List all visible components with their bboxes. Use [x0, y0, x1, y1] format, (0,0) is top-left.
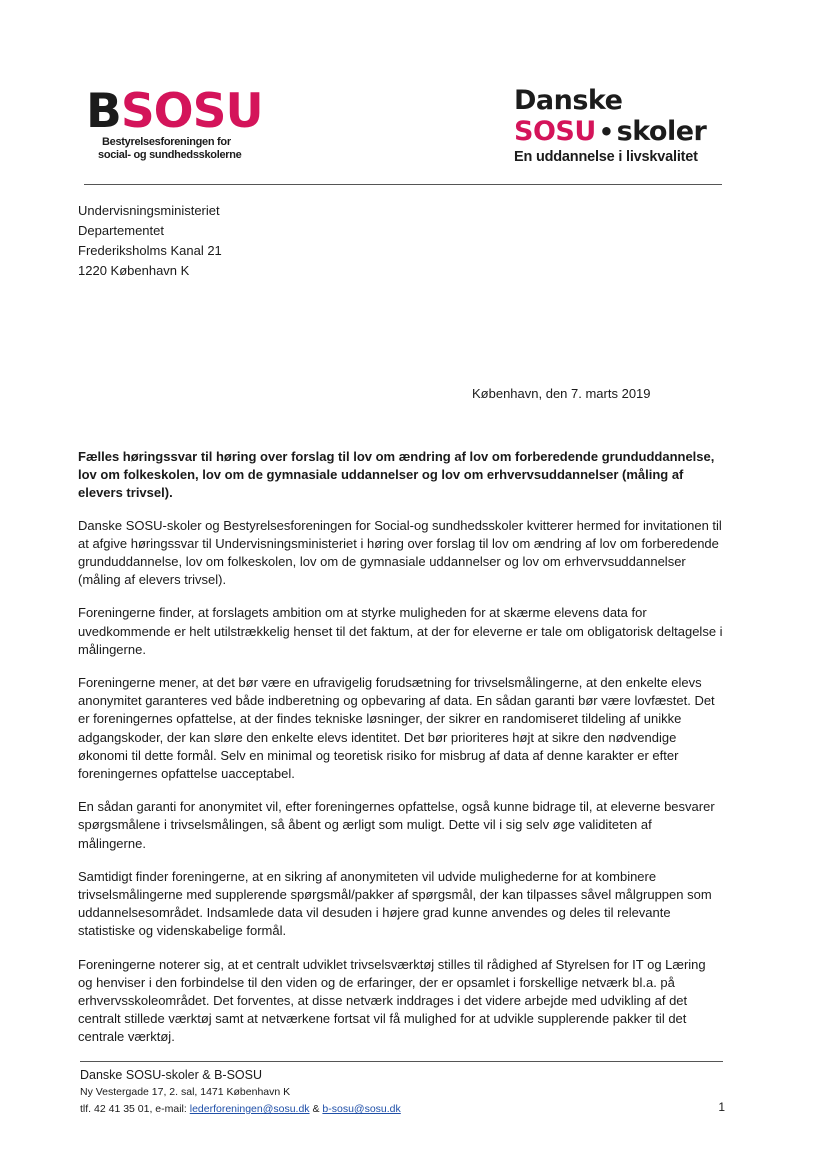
footer-amp: &: [309, 1103, 323, 1115]
email-link-b-sosu[interactable]: b-sosu@sosu.dk: [322, 1103, 401, 1115]
email-link-lederforeningen[interactable]: lederforeningen@sosu.dk: [189, 1103, 310, 1115]
bsosu-wordmark: [86, 84, 263, 139]
bsosu-wordmark-sosu: SOSU: [120, 84, 263, 139]
paragraph: Foreningerne mener, at det bør være en ufravigelig forudsætning for trivselsmålingerne, at den enkelte elevs anonymitet garanteres ved både indberetning og opbevaring af data. En sådan garanti bør være lovfæstet. Det er foreningernes opfattelse, at der findes tekniske løsninger, der sikrer en randomiseret tildeling af unikke adgangskoder, der kan sløre den enkelte elevs identitet. Det bør prioriteres højt at sikre den nødvendige økonomi til dette formål. Selv en minimal og teoretisk risiko for misbrug af data af denne karakter er efter foreningernes opfattelse uacceptabel.: [78, 675, 715, 782]
logo-dot: •: [598, 118, 614, 146]
recipient-line: Frederiksholms Kanal 21: [78, 243, 222, 258]
paragraph: Foreningerne finder, at forslagets ambition om at styrke muligheden for at skærme elevens data for uvedkommende er helt utilstrækkelig henset til det faktum, at der for eleverne er tale om obligatorisk deltagelse i målingerne.: [78, 605, 723, 657]
paragraph: Foreningerne noterer sig, at et centralt udviklet trivselsværktøj stilles til rådighed af Styrelsen for IT og Læring og henviser i den forbindelse til den viden og de erfaringer, der er opsamlet i forskellige netværk bl.a. på erhvervsskoleområdet. Det forventes, at disse netværk inddrages i det videre arbejde med udvikling af det centralt stillede værktøj samt at netværkene fortsat vil få mulighed for at udvikle supplerende pakker til det centrale værktøj.: [78, 956, 706, 1045]
logo-skoler: skoler: [616, 116, 707, 147]
bsosu-subtitle-line2: social- og sundhedsskolerne: [98, 149, 242, 161]
bsosu-subtitle: [98, 136, 261, 162]
paragraph: Samtidigt finder foreningerne, at en sikring af anonymiteten vil udvide mulighederne for at kombinere trivselsmålingerne med supplerende spørgsmål/pakker af spørgsmål, der kan tilpasses såvel målgruppen som uddannelsesområdet. Indsamlede data vil desuden i højere grad kunne anvendes og deles til relevante statistiske og videnskabelige formål.: [78, 868, 712, 939]
letter-subject: Fælles høringssvar til høring over forslag til lov om ændring af lov om forberedende grunduddannelse, lov om folkeskolen, lov om de gymnasiale uddannelser og lov om erhvervsuddannelser (måling af elevers trivsel).: [78, 449, 715, 501]
letter-body: [78, 448, 723, 1062]
logo-tagline: En uddannelse i livskvalitet: [514, 149, 698, 165]
recipient-line: Undervisningsministeriet: [78, 203, 220, 218]
logo-danske: Danske: [514, 85, 623, 116]
logo-sosu-skoler: [514, 116, 744, 148]
recipient-line: 1220 København K: [78, 263, 190, 278]
paragraph: En sådan garanti for anonymitet vil, efter foreningernes opfattelse, også kunne bidrage til, at eleverne besvarer spørgsmålene i trivselsmålingen, så åbent og ærligt som muligt. Dette vil i sig selv øge validiteten af målingerne.: [78, 799, 715, 851]
paragraph: Danske SOSU-skoler og Bestyrelsesforeningen for Social-og sundhedsskoler kvitterer hermed for invitationen til at afgive høringssvar til Undervisningsministeriet i høring over forslag til lov om ændring af lov om forberedende grunduddannelse, lov om folkeskolen, lov om de gymnasiale uddannelser og lov om erhvervsuddannelser (måling af elevers trivsel).: [78, 517, 722, 588]
page-number: 1: [718, 1100, 725, 1114]
recipient-address: [78, 201, 222, 281]
logo-sosu: SOSU: [514, 116, 596, 147]
footer-contact-prefix: tlf. 42 41 35 01, e-mail:: [80, 1103, 190, 1115]
header-divider: [84, 184, 722, 185]
recipient-line: Departementet: [78, 223, 164, 238]
letter-date: København, den 7. marts 2019: [472, 386, 651, 401]
footer-contact: [80, 1100, 725, 1118]
bsosu-subtitle-line1: Bestyrelsesforeningen for: [102, 136, 231, 148]
footer-org: Danske SOSU-skoler & B-SOSU: [80, 1068, 262, 1082]
footer: [80, 1066, 725, 1118]
bsosu-wordmark-b: B: [86, 84, 121, 139]
danske-sosu-skoler-logo: [514, 86, 744, 166]
footer-address: Ny Vestergade 17, 2. sal, 1471 København K: [80, 1086, 291, 1098]
bsosu-logo: [86, 84, 263, 162]
footer-divider: [80, 1061, 723, 1062]
